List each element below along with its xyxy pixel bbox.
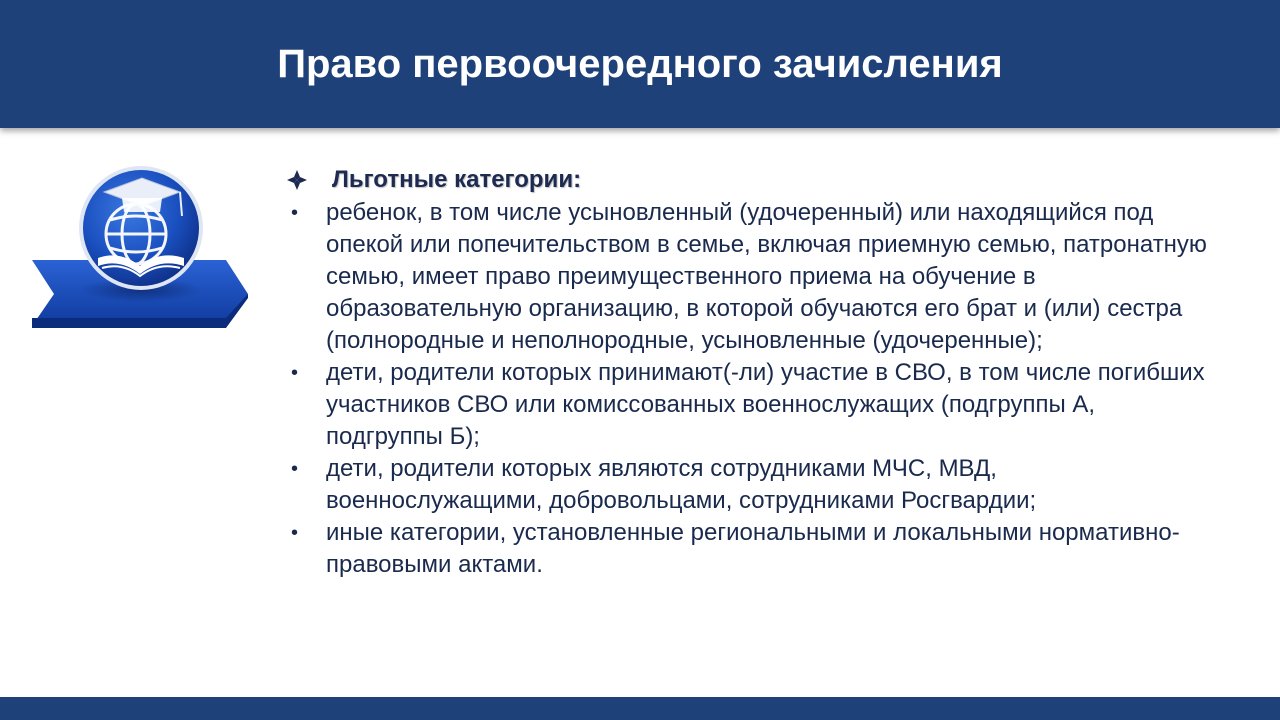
page-title: Право первоочередного зачисления: [277, 42, 1003, 86]
bullet: •: [291, 202, 299, 224]
heading-row: [285, 163, 1215, 197]
section-heading: Льготные категории:: [332, 166, 582, 193]
header-bar: [0, 0, 1280, 128]
footer-bar: [0, 697, 1280, 720]
diamond-bullet-icon: [285, 168, 309, 192]
list-item: [285, 357, 1215, 453]
list-item-text: иные категории, установленные региональными и локальными нормативно-правовыми актами.: [326, 519, 1180, 578]
list-item: [285, 197, 1215, 357]
list-item: [285, 517, 1215, 581]
list-item-text: дети, родители которых являются сотрудниками МЧС, МВД, военнослужащими, добровольцами, сотрудниками Росгвардии;: [326, 455, 1037, 514]
education-globe-icon: [30, 158, 252, 333]
content-block: [285, 163, 1215, 581]
list-item-text: ребенок, в том числе усыновленный (удочеренный) или находящийся под опекой или попечительством в семье, включая приемную семью, патронатную семью, имеет право преимущественного приема на обучение в образовательную организацию, в которой обучаются его брат и (или) сестра (полнородные и неполнородные, усыновленные (удочеренные);: [326, 199, 1207, 354]
bullet: •: [291, 458, 299, 480]
bullet: •: [291, 362, 299, 384]
list-item: [285, 453, 1215, 517]
bullet: •: [291, 522, 299, 544]
list-item-text: дети, родители которых принимают(-ли) участие в СВО, в том числе погибших участников СВО или комиссованных военнослужащих (подгруппы А, подгруппы Б);: [326, 359, 1205, 450]
category-list: [285, 197, 1215, 581]
